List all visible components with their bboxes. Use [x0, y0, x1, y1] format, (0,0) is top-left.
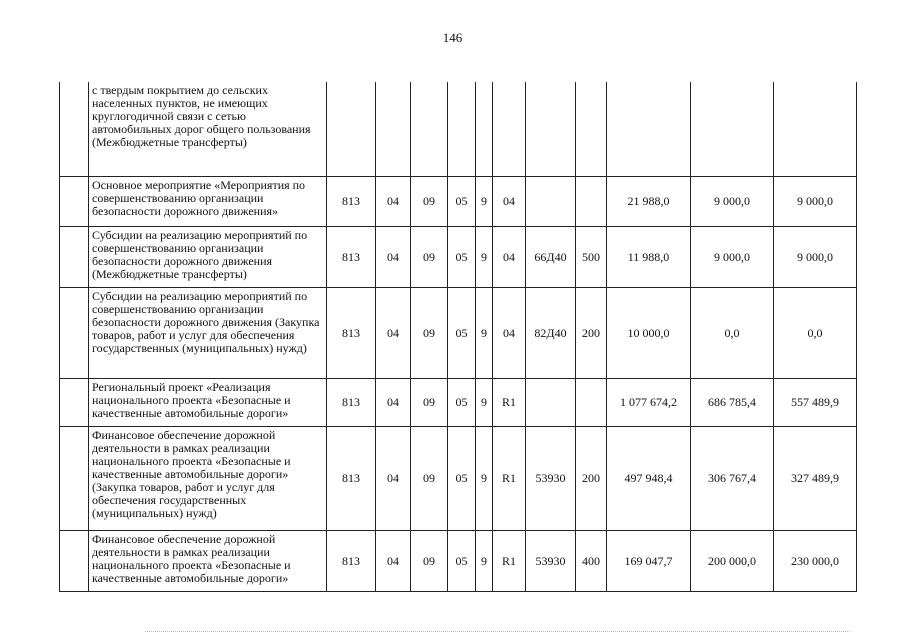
vr-cell: 400	[576, 531, 607, 592]
amount-year3-cell: 9 000,0	[774, 227, 857, 288]
budget-table	[59, 82, 857, 592]
name-cell: Субсидии на реализацию мероприятий по совершенствованию организации безопасности дорожного движения (Межбюджетные трансферты)	[89, 227, 327, 288]
om-cell: 04	[493, 227, 526, 288]
grbs-cell: 813	[327, 177, 376, 227]
name-cell: с твердым покрытием до сельских населенных пунктов, не имеющих круглогодичной связи с сетью автомобильных дорог общего пользования (Межбюджетные трансферты)	[89, 82, 327, 177]
direction-cell	[526, 379, 576, 427]
row-index-cell	[60, 531, 89, 592]
gp-cell: 05	[448, 177, 476, 227]
grbs-cell: 813	[327, 288, 376, 379]
vr-cell: 200	[576, 427, 607, 531]
direction-cell	[526, 82, 576, 177]
vr-cell	[576, 82, 607, 177]
pr-cell: 09	[411, 288, 448, 379]
amount-year1-cell: 1 077 674,2	[607, 379, 691, 427]
pr-cell: 09	[411, 427, 448, 531]
direction-cell: 82Д40	[526, 288, 576, 379]
pr-cell: 09	[411, 531, 448, 592]
om-cell: R1	[493, 379, 526, 427]
amount-year1-cell: 169 047,7	[607, 531, 691, 592]
row-index-cell	[60, 288, 89, 379]
pp-cell	[476, 82, 493, 177]
amount-year3-cell: 327 489,9	[774, 427, 857, 531]
rz-cell: 04	[376, 427, 411, 531]
row-index-cell	[60, 427, 89, 531]
amount-year2-cell	[691, 82, 774, 177]
amount-year3-cell: 0,0	[774, 288, 857, 379]
pr-cell	[411, 82, 448, 177]
page-bottom-rule	[145, 631, 850, 632]
gp-cell: 05	[448, 531, 476, 592]
om-cell: R1	[493, 531, 526, 592]
rz-cell: 04	[376, 288, 411, 379]
amount-year1-cell: 10 000,0	[607, 288, 691, 379]
grbs-cell: 813	[327, 227, 376, 288]
rz-cell: 04	[376, 531, 411, 592]
om-cell: 04	[493, 177, 526, 227]
rz-cell: 04	[376, 379, 411, 427]
pp-cell: 9	[476, 531, 493, 592]
gp-cell: 05	[448, 427, 476, 531]
table-row	[60, 427, 857, 531]
rz-cell: 04	[376, 227, 411, 288]
grbs-cell: 813	[327, 531, 376, 592]
vr-cell: 500	[576, 227, 607, 288]
table-row	[60, 531, 857, 592]
page-number: 146	[442, 30, 463, 45]
table-row	[60, 177, 857, 227]
amount-year1-cell: 11 988,0	[607, 227, 691, 288]
direction-cell: 66Д40	[526, 227, 576, 288]
gp-cell: 05	[448, 379, 476, 427]
pr-cell: 09	[411, 177, 448, 227]
pp-cell: 9	[476, 379, 493, 427]
gp-cell: 05	[448, 227, 476, 288]
row-index-cell	[60, 379, 89, 427]
pp-cell: 9	[476, 177, 493, 227]
pp-cell: 9	[476, 427, 493, 531]
amount-year1-cell: 21 988,0	[607, 177, 691, 227]
pp-cell: 9	[476, 288, 493, 379]
pr-cell: 09	[411, 227, 448, 288]
direction-cell: 53930	[526, 427, 576, 531]
name-cell: Субсидии на реализацию мероприятий по совершенствованию организации безопасности дорожного движения (Закупка товаров, работ и услуг для обеспечения государственных (муниципальных) нужд)	[89, 288, 327, 379]
name-cell: Финансовое обеспечение дорожной деятельности в рамках реализации национального проекта «Безопасные и качественные автомобильные дороги» (Закупка товаров, работ и услуг для обеспечения государственных (муниципальных) нужд)	[89, 427, 327, 531]
grbs-cell: 813	[327, 427, 376, 531]
table-row	[60, 227, 857, 288]
gp-cell	[448, 82, 476, 177]
direction-cell: 53930	[526, 531, 576, 592]
row-index-cell	[60, 227, 89, 288]
name-cell: Региональный проект «Реализация национального проекта «Безопасные и качественные автомобильные дороги»	[89, 379, 327, 427]
direction-cell	[526, 177, 576, 227]
grbs-cell: 813	[327, 379, 376, 427]
amount-year3-cell: 9 000,0	[774, 177, 857, 227]
amount-year2-cell: 9 000,0	[691, 227, 774, 288]
rz-cell	[376, 82, 411, 177]
amount-year2-cell: 686 785,4	[691, 379, 774, 427]
vr-cell	[576, 177, 607, 227]
row-index-cell	[60, 177, 89, 227]
name-cell: Финансовое обеспечение дорожной деятельности в рамках реализации национального проекта «Безопасные и качественные автомобильные дороги»	[89, 531, 327, 592]
vr-cell: 200	[576, 288, 607, 379]
table-row	[60, 288, 857, 379]
amount-year2-cell: 200 000,0	[691, 531, 774, 592]
amount-year2-cell: 9 000,0	[691, 177, 774, 227]
table-row	[60, 82, 857, 177]
amount-year3-cell: 230 000,0	[774, 531, 857, 592]
vr-cell	[576, 379, 607, 427]
rz-cell: 04	[376, 177, 411, 227]
amount-year3-cell: 557 489,9	[774, 379, 857, 427]
name-cell: Основное мероприятие «Мероприятия по совершенствованию организации безопасности дорожного движения»	[89, 177, 327, 227]
amount-year1-cell	[607, 82, 691, 177]
om-cell: 04	[493, 288, 526, 379]
pp-cell: 9	[476, 227, 493, 288]
amount-year1-cell: 497 948,4	[607, 427, 691, 531]
amount-year2-cell: 0,0	[691, 288, 774, 379]
amount-year3-cell	[774, 82, 857, 177]
om-cell: R1	[493, 427, 526, 531]
om-cell	[493, 82, 526, 177]
pr-cell: 09	[411, 379, 448, 427]
gp-cell: 05	[448, 288, 476, 379]
table-row	[60, 379, 857, 427]
grbs-cell	[327, 82, 376, 177]
amount-year2-cell: 306 767,4	[691, 427, 774, 531]
row-index-cell	[60, 82, 89, 177]
